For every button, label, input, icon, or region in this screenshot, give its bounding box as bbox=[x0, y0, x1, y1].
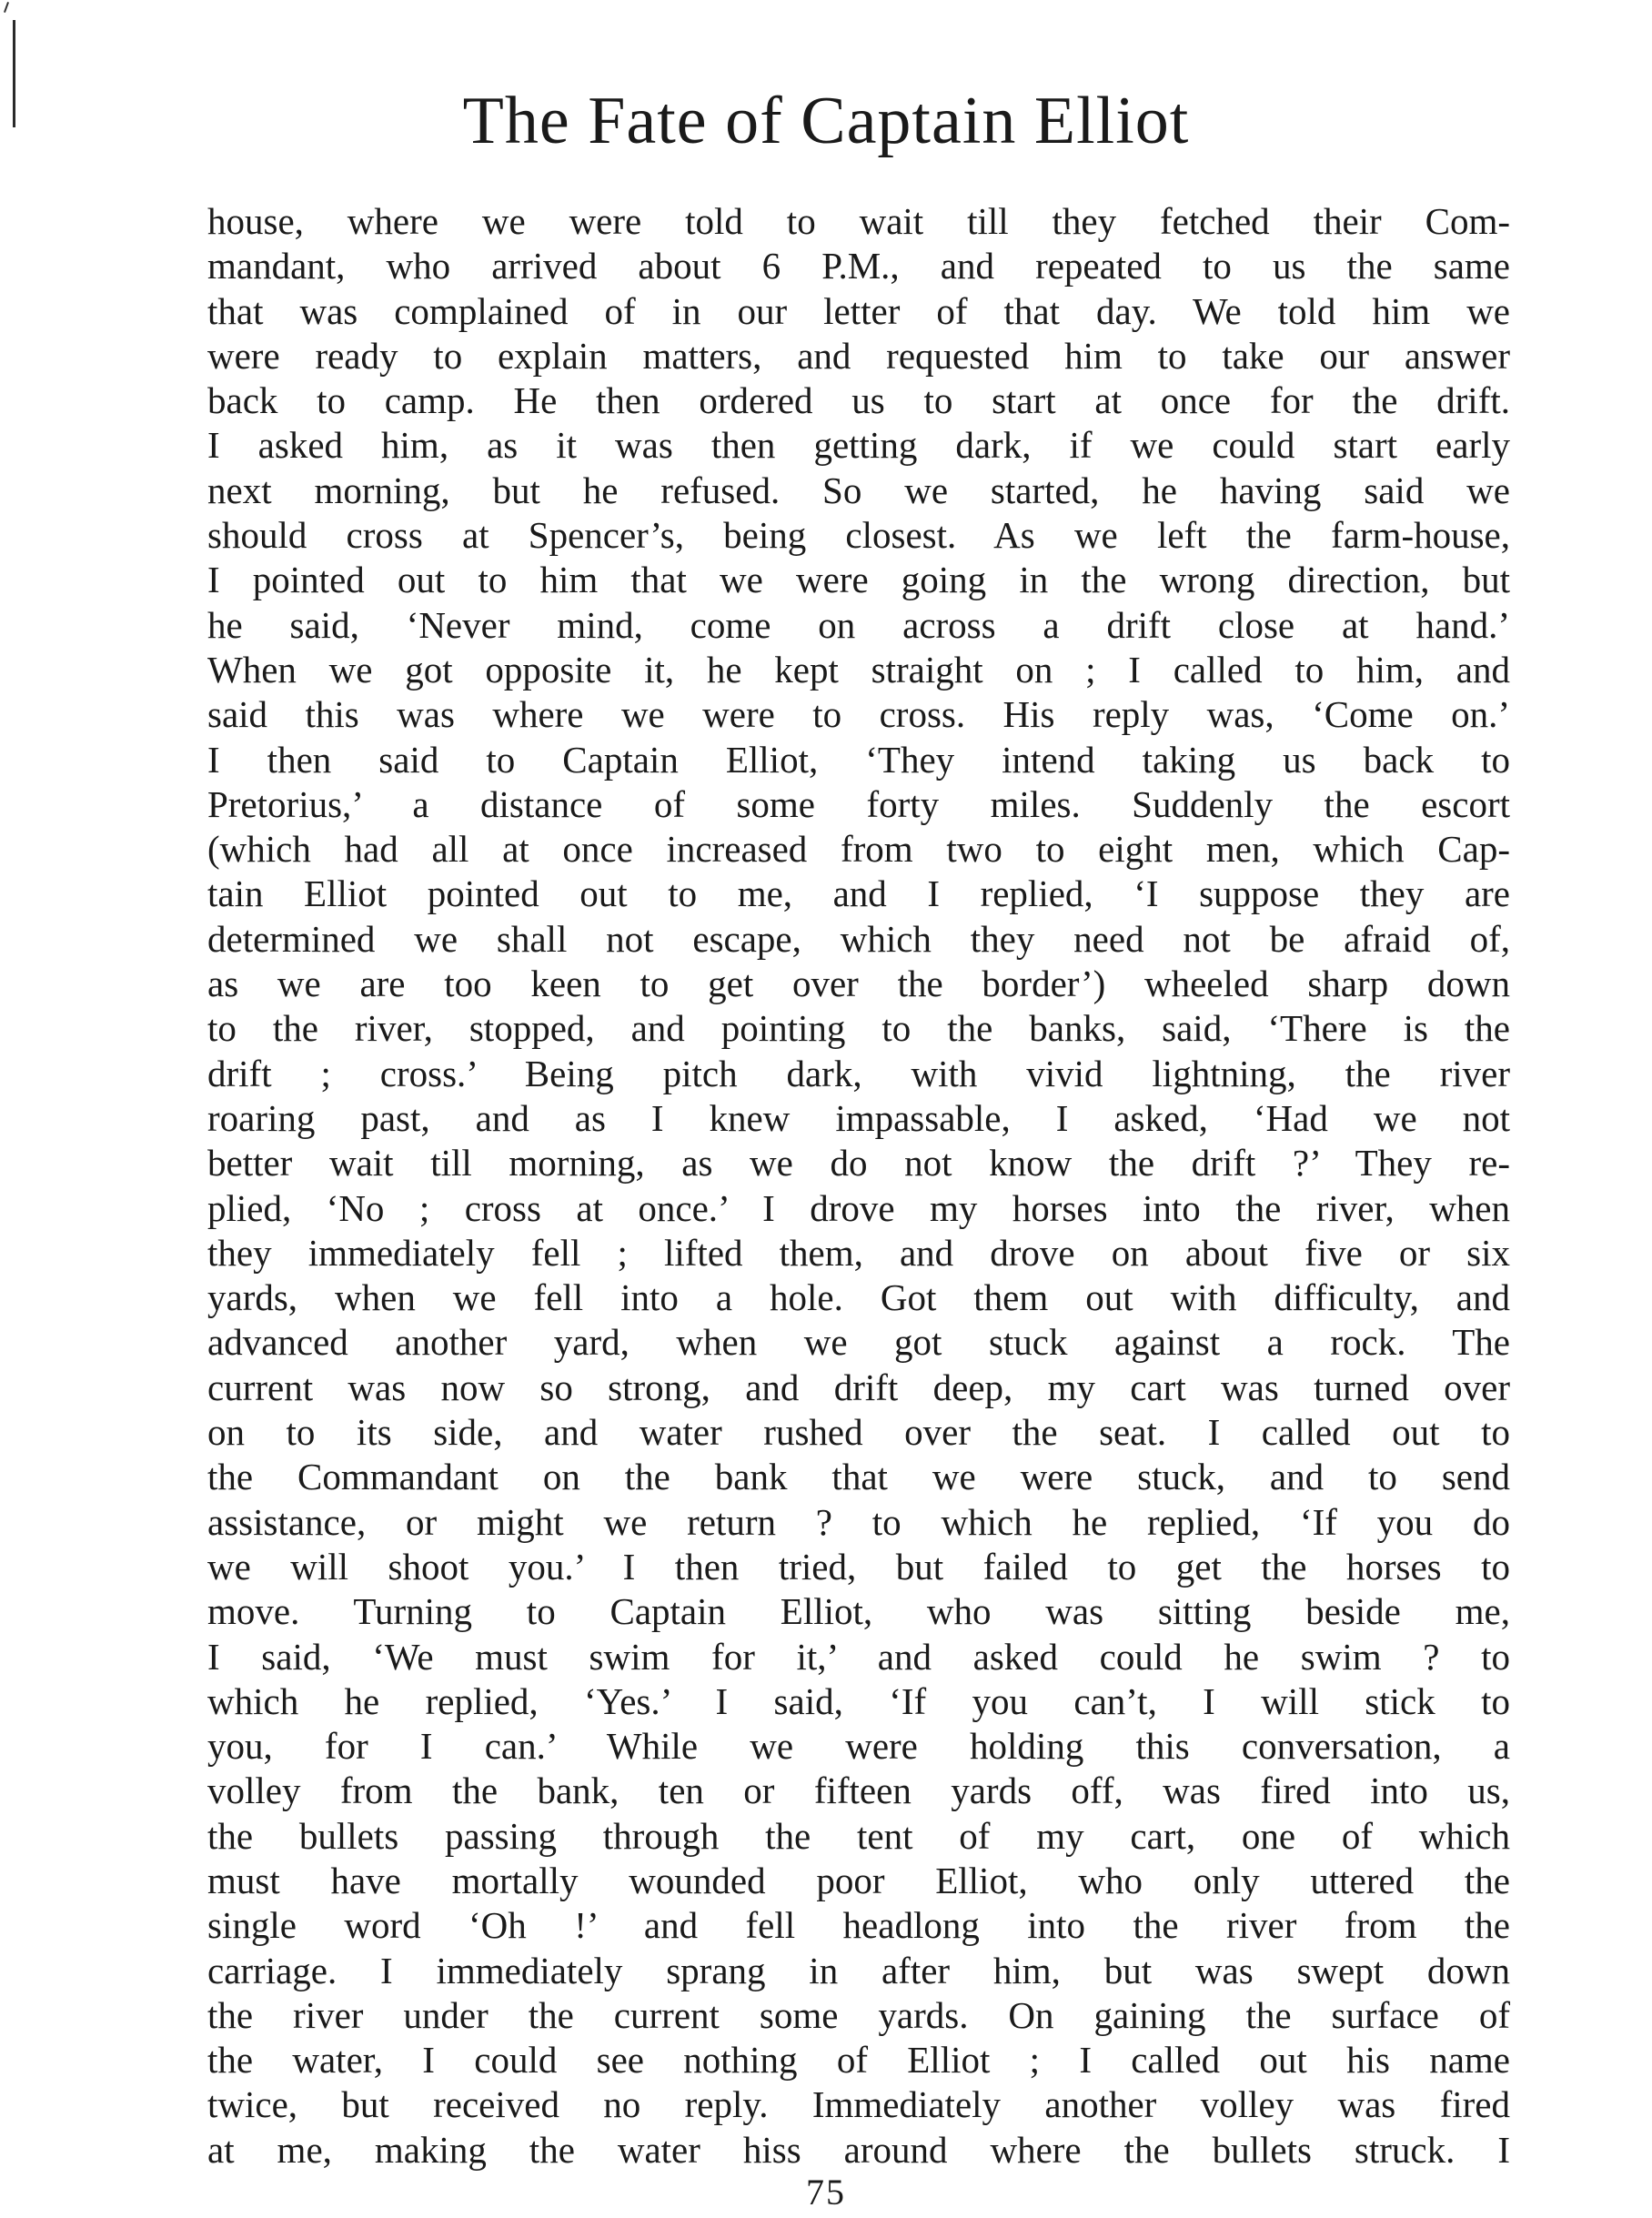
text-line: roaring past, and as I knew impassable, I asked, ‘Had we not bbox=[207, 1096, 1510, 1139]
text-line: house, where we were told to wait till they fetched their Com- bbox=[207, 200, 1510, 242]
text-line: I pointed out to him that we were going in the wrong direction, but bbox=[207, 559, 1510, 601]
text-line: to the river, stopped, and pointing to the banks, said, ‘There is the bbox=[207, 1007, 1510, 1050]
page-number: 75 bbox=[806, 2172, 846, 2213]
body-text bbox=[207, 199, 1510, 2173]
text-line: that was complained of in our letter of that day. We told him we bbox=[207, 289, 1510, 332]
text-line: as we are too keen to get over the border’) wheeled sharp down bbox=[207, 963, 1510, 1005]
text-line: were ready to explain matters, and requested him to take our answer bbox=[207, 334, 1510, 377]
text-line: determined we shall not escape, which they need not be afraid of, bbox=[207, 917, 1510, 960]
text-line: the bullets passing through the tent of my cart, one of which bbox=[207, 1814, 1510, 1857]
text-line: mandant, who arrived about 6 P.M., and repeated to us the same bbox=[207, 245, 1510, 287]
text-line: next morning, but he refused. So we started, he having said we bbox=[207, 469, 1510, 511]
text-line: When we got opposite it, he kept straight on ; I called to him, and bbox=[207, 648, 1510, 691]
text-line: tain Elliot pointed out to me, and I replied, ‘I suppose they are bbox=[207, 872, 1510, 915]
text-line: the Commandant on the bank that we were stuck, and to send bbox=[207, 1456, 1510, 1498]
text-line: plied, ‘No ; cross at once.’ I drove my horses into the river, when bbox=[207, 1186, 1510, 1229]
text-line: volley from the bank, ten or fifteen yards off, was fired into us, bbox=[207, 1769, 1510, 1812]
text-line: drift ; cross.’ Being pitch dark, with vivid lightning, the river bbox=[207, 1052, 1510, 1094]
margin-tick-mark bbox=[4, 2, 9, 13]
text-line: carriage. I immediately sprang in after him, but was swept down bbox=[207, 1949, 1510, 1991]
text-line: must have mortally wounded poor Elliot, who only uttered the bbox=[207, 1859, 1510, 1901]
text-line: twice, but received no reply. Immediately another volley was fired bbox=[207, 2083, 1510, 2126]
text-line: we will shoot you.’ I then tried, but failed to get the horses to bbox=[207, 1545, 1510, 1588]
running-head: The Fate of Captain Elliot bbox=[462, 84, 1190, 158]
text-line: move. Turning to Captain Elliot, who was sitting beside me, bbox=[207, 1590, 1510, 1633]
text-line: on to its side, and water rushed over the seat. I called out to bbox=[207, 1411, 1510, 1454]
text-line: back to camp. He then ordered us to start at once for the drift. bbox=[207, 379, 1510, 422]
text-line: you, for I can.’ While we were holding this conversation, a bbox=[207, 1725, 1510, 1768]
text-line: said this was where we were to cross. His reply was, ‘Come on.’ bbox=[207, 693, 1510, 736]
text-line: single word ‘Oh !’ and fell headlong into the river from the bbox=[207, 1904, 1510, 1947]
text-line: (which had all at once increased from two to eight men, which Cap- bbox=[207, 828, 1510, 871]
text-line: they immediately fell ; lifted them, and drove on about five or six bbox=[207, 1231, 1510, 1274]
text-line: assistance, or might we return ? to which he replied, ‘If you do bbox=[207, 1500, 1510, 1543]
text-line: I said, ‘We must swim for it,’ and asked could he swim ? to bbox=[207, 1635, 1510, 1678]
text-line: which he replied, ‘Yes.’ I said, ‘If you can’t, I will stick to bbox=[207, 1679, 1510, 1722]
text-line: better wait till morning, as we do not know the drift ?’ They re- bbox=[207, 1142, 1510, 1185]
text-line: at me, making the water hiss around where the bullets struck. I bbox=[207, 2128, 1510, 2171]
text-line: I then said to Captain Elliot, ‘They intend taking us back to bbox=[207, 738, 1510, 781]
text-line: Pretorius,’ a distance of some forty miles. Suddenly the escort bbox=[207, 782, 1510, 825]
text-line: advanced another yard, when we got stuck against a rock. The bbox=[207, 1321, 1510, 1364]
text-line: the river under the current some yards. On gaining the surface of bbox=[207, 1993, 1510, 2036]
text-line: I asked him, as it was then getting dark, if we could start early bbox=[207, 424, 1510, 467]
text-line: he said, ‘Never mind, come on across a drift close at hand.’ bbox=[207, 603, 1510, 646]
text-line: should cross at Spencer’s, being closest. As we left the farm-house, bbox=[207, 514, 1510, 557]
text-line: yards, when we fell into a hole. Got them out with difficulty, and bbox=[207, 1276, 1510, 1319]
text-line: the water, I could see nothing of Elliot ; I called out his name bbox=[207, 2039, 1510, 2082]
text-line: current was now so strong, and drift deep, my cart was turned over bbox=[207, 1366, 1510, 1408]
